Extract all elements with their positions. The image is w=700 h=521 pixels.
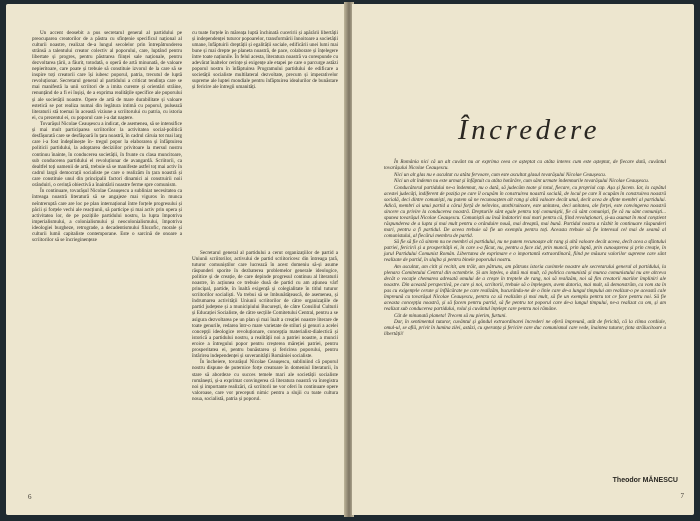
article-body bbox=[384, 159, 666, 338]
paragraph: Nici un alt îndemn nu este urmat și înfăptuit cu atâta hotărâre, cum sânt urmate îndemnurile tovarășului Nicolae Ceaușescu. bbox=[394, 178, 650, 185]
left-column-1 bbox=[32, 30, 182, 243]
paragraph: Un accent deosebit a pus secretarul general al partidului pe preocuparea creatorilor de a păstra cu sfințenie specificul național al culturii noastre, realizat de-a lungul secolelor prin întrepătrunderea strânsă a talentului creator colectiv al poporului, care, luptând pentru libertate și progres, pentru păstrarea ființei sale naționale, pentru dezvoltarea țării, a făurit, totodată, o operă de artă minunată, de valoare nepieritoare, care poate și trebuie să constituie izvorul de la care să se inspire toți creatorii care își iubesc poporul, patria, trecutul de luptă revoluționar. Secretarul general al partidului a criticat tendința care se mai manifestă la unii scriitori de a imita curente și orientări străine, renunțând de a fi ei înșiși, de a exprima realitățile specifice ale poporului și ale societății noastre. Opere de artă de mare durabilitate și valoare estetică se pot realiza numai din legătura intimă cu poporul, pulsează literaturii stă toemai în această viziune a scriitorului cu patria, cu istoria ei, cu prezentul ei, cu poporul care i-a dat naștere. bbox=[32, 30, 182, 121]
author-signature: Theodor MĂNESCU bbox=[612, 477, 678, 484]
page-number: 6 bbox=[28, 493, 32, 501]
paragraph: Să fie să fie că sintem nu ne membri ai partidului, nu ne putem recunoaște alt rang și altă valoare decât aceea, decît acea a sfântului patriei, fericirii și a prosperității ei, în care s-a făcut, nu, pentru a face zid, prin muncă, prin luptă, prin cunoașterea și prin creație, în jurul Partidului Comunist Român. Libertatea de exprimare e o importantă extraordinară, fiind pe măsura valorilor supreme care sânt realizate de partid, în slujba și pentru binele poporului nostru. bbox=[384, 239, 666, 264]
paragraph: În continuare, tovarășul Nicolae Ceaușescu a subliniat necesitatea ca întreaga noastră literatură să se angajeze mai viguros în munca neîntreruptă care are loc pe plan internațional între forțele progresului și păcii și forțele vechi ale reacțiunii, să participe și mai activ prin opera și activitatea lor, de pe pozițiile partidului nostru, la lupta împotriva imperialismului, a colonialismului și neocolonialismului, împotriva ideologiei burgheze, retrograde, a decadentismului filozofic, morale și culturii lumii capitaliste contemporane. Este o sarcină de onoare a scriitorilor să se încrieginențeze bbox=[32, 188, 182, 243]
paragraph: Dar, în sentimentul tuturor, cuvântul și gândul extraordinarei încrederi ne oferă împreună, atât de fericită, că la clima cordiale, omul-ul, se află, privit în lumina zilei, astăzi, cu speranța și fericire care duc comunismul care vede, înaintea tuturor, ținta strălucitoare a libertății! bbox=[384, 319, 666, 338]
left-column-2-bottom bbox=[192, 250, 338, 402]
paragraph: Am ascultat, am citit și recitit, am trăit, am pătruns, am pătruns istoria cuvintele noastre ale secretarului general al partidului, la plenara Comitetului Central din octombrie. Și am înțeles, o dată mai mult, că politica comunistă și munca comunistului nu are altceva decât o vocație chemarea adresată omului de a crește în treptele de rang, noi să realizăm, noi să fim creatorii marilor împliniri ale noastre. Din această perspectivă, pe care și noi, scriitorii, trebuie să o înțelegem, avem datoria, mai mult, să demonstrăm, ca vom sta în pas cu exigențele cerute și înflăcărate pe care realizăm, bucurându-ne de o linie care de-a lungul timpului am realizat-o pe această cale împreună cu tovarășul Nicolae Ceaușescu, pentru ca să realizăm și mai mult, să fie un exemplu pentru tot ce face pentru noi. Să fie aceasta concepția noastră, și să facem pentru partid, să fie pentru tot poporul care de-a lungul timpului, ne-a realizat ca om, și am realizat sub conducerea partidului, rolul și cuvântul înțelept care pentru noi rămâne. bbox=[384, 263, 666, 312]
page-number: 7 bbox=[680, 492, 684, 500]
paragraph: Nici un alt glas nu e ascultat cu atâta fervoare, cum este ascultat glasul tovarășului Nicolae Ceaușescu. bbox=[394, 171, 607, 178]
article-title: Încredere bbox=[457, 114, 601, 146]
paragraph: Cât de minunată planeta! Trecem să nu pierim, furtuni. bbox=[394, 312, 507, 319]
paragraph: În încheiere, tovarășul Nicolae Ceaușescu, subliniind că poporul nostru dispune de puternice forțe creatoare în domeniul literaturii, în stare să abordeze cu succes temele mari ale societății socialiste românești, și-a exprimat convingerea că literatura noastră va înregistra noi și importante realizări, că scriitorii ne vor oferi în continuare opere valoroase, care vor preceputi nimic pentru a slujii cu toate cultura noua, socialistă, patria și poporul. bbox=[192, 359, 338, 402]
left-column-2-top bbox=[192, 30, 338, 91]
paragraph: cu toate forțele în măreața luptă închinată cuceririi și apărării libertății și independenței tuturor popoarelor, transformării înnoitoare a societății umane, înfăptuirii dreptății și egalității sociale, edificării unei lumi mai bune și mai drepte pe planeta noastră, de pace, colaborare și înțelegere între toate națiunile. În felul acesta, literatura noastră va corespunde cu adevărat înaltelor cerințe și exigențe ale etapei pe care o parcurge astăzi poporul nostru în înfăptuirea Programului partidului de edificare a societății socialiste multilateral dezvoltate, precum și imperativelor supreme ale luptei mondiale pentru înfăptuirea idealurilor de bunăstare și fericire ale întregii umanități. bbox=[192, 30, 338, 91]
paragraph: Tovarășul Nicolae Ceaușescu a indicat, de asemenea, să se intensifice și mai mult participarea scriitorilor la activitatea social-politică desfășurată care se desfășoară în țara noastră, în cadrul căruia tot mai larg care i-a fost îndeplinește în- tregul popor la elaborarea și înfăptuirea politicii partidului, la adoptarea deciziilor privitoare la mersul nostru continuu înainte, în conducerea societății, în frunte cu clasa muncitoare, sub conducerea partidului el revoluționar de avangardă. Scriitorii, ca dealtfel toți oamenii de artă, trebuie să se manifeste astfel toț mai activ în cadrul largii democrații socialiste pe care o realizăm în țara noastră și care constituie unul din principalii factori dinamici ai construirii noii orânduiri, o cerință obiectivă a înaintării noastre ferme spre comunism. bbox=[32, 121, 182, 188]
right-page bbox=[352, 4, 694, 515]
paragraph: În România nici că un alt cuvânt nu ar exprima ceea ce așteptat ca atâta interes cum este așteptat, de fiecare dată, cuvântul tovarășului Nicolae Ceaușescu. bbox=[384, 159, 666, 171]
left-page bbox=[6, 4, 346, 515]
paragraph: Secretarul general al partidului a cerut organizațiilor de partid a Uniunii scriitorilor, activului de partid scriitoricesc din întreaga țară, tuturor comuniștilor care lucrează în acest domeniu să-și asume răspunderi sporite în dezbaterea problemelor generale ideologice, politice și de creație, de care depinde progresul continuu al literaturii noastre, în acțiunea ce trebuie dusă de partid cu am ațiunea vârf principal, partide, în înaltă exigență și colegialitate în titlul tuturor scriitorilor socialiști. Va trebui să se îmbunătățească, de asemenea, și îndrumarea activității Uniunii scriitorilor de către organizațiile de partid județene și a municipiului București, de către Consiliul Culturii și Educației Socialiste, de către secțiile Comitetului Central, pentru a se asigura dezvoltarea pe un plan și mai înalt a creației noastre literare de toate genurile, redarea într-o mare varietate de stiluri și genuri a acelei concepții ideologice revoluționare, concepția materialist-dialectică și istorică a partidului nostru, a realității noi a patriei noastre, a muncii eroice a întregului popor pentru creșterea măreției patriei, pentru prosperitatea ei, pentru bunăstarea și fericirea poporului, pentru întărirea independenței și suveranității României socialiste. bbox=[192, 250, 338, 359]
paragraph: Conducătorul partidului ne-a îndemnat, nu o dată, să judecăm toate și totul, fiecare, cu propriul cap. Așa și facem. Iar, la capătul acestei judecăți, indiferent de poziția pe care îl ocupăm în construirea noastră socială, de locul pe care îl ocupăm în construirea noastră socială, deci dintre comuniști, nu putem să ne recunoaștem alt rang și altă valoare decât unul, decît acea de sfinte membri al partidului. Adică, membri ai unui partid a cărui forță de neînvins, atotbiruitoare, este unitatea, deci unitatea, ale forței, este convingerea noastră sincere cu privire la conducerea noastră. Drepturile sânt egale pentru toți comuniștii, fie că sânt comuniști, fie că nu sânt comuniști... spunea tovarășul Nicolae Ceaușescu. Comuniștii au însă îndatoriri mai mari pentru că, fiind revoluționari, și-au asumat în mod conștient răspunderea de a lupta și mai mult pentru o orânduire nouă, mai dreaptă, mai bună. Partidul nostru a răzbit în continuare răspunderi mari, pentru a fi partidul. De aceea trebuie să fie un exemplu pentru toți. Aceasta trebuie să fie interesul cel mai de seamă al comunistului, al fiecărui membru de partid. bbox=[384, 184, 666, 239]
